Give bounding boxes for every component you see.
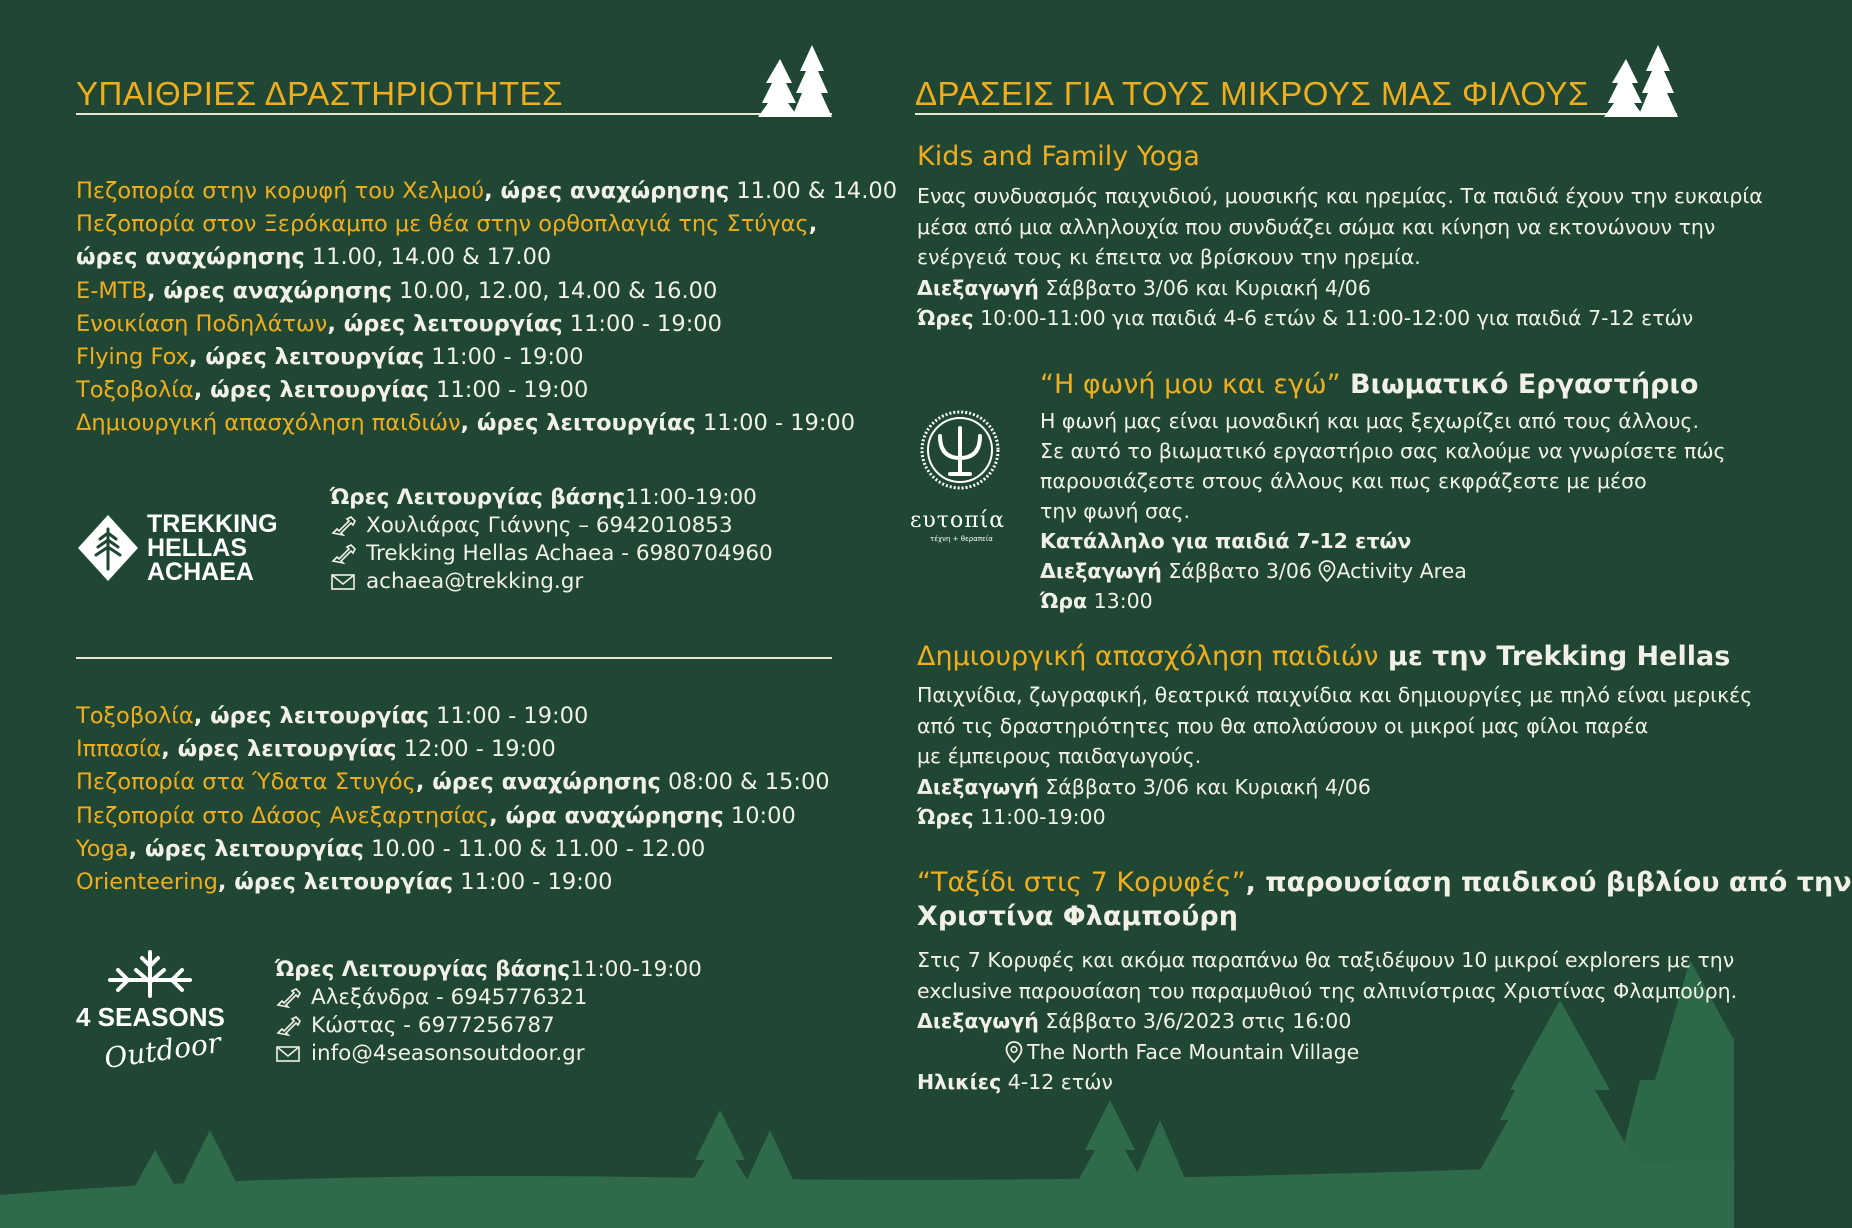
snowflake-logo-icon <box>100 948 200 1000</box>
trekking-hellas-logo-text: TREKKING HELLAS ACHAEA <box>147 510 278 586</box>
voice-workshop-description: Η φωνή μας είναι μοναδική και μας ξεχωρίζει από τους άλλους. Σε αυτό το βιωματικό εργαστήριο σας καλούμε να γνωρίσετε πώς παρουσιάζεστε στους άλλους και πως εκφράζεστε με μέσο την φωνή σας. Κατάλληλο για παιδιά 7-12 ετών Διεξαγωγή Σάββατο 3/06 Activity Area Ώρα 13:00 <box>1040 409 1726 613</box>
voice-workshop-title: “Η φωνή μου και εγώ” Βιωματικό Εργαστήριο <box>1040 369 1699 400</box>
trekking-hellas-logo-icon <box>76 513 140 583</box>
phone-icon <box>275 988 301 1008</box>
tree-icon <box>1604 45 1680 117</box>
left-heading: ΥΠΑΙΘΡΙΕΣ ΔΡΑΣΤΗΡΙΟΤΗΤΕΣ <box>76 75 564 112</box>
four-seasons-logo-script: Outdoor <box>102 1026 223 1075</box>
location-pin-icon <box>1005 1041 1023 1063</box>
four-seasons-contact: Ώρες Λειτουργίας βάσης 11:00-19:00 Αλεξάνδρα - 6945776321 Κώστας - 6977256787 info@4seasonsoutdoor.gr <box>275 957 702 1066</box>
list-item: Τοξοβολία, ώρες λειτουργίας 11:00 - 19:00 <box>76 703 589 729</box>
tree-icon <box>758 45 834 117</box>
list-item: E-MTB, ώρες αναχώρησης 10.00, 12.00, 14.00 & 16.00 <box>76 277 718 304</box>
phone-icon <box>330 516 356 536</box>
trekking-contact: Ώρες Λειτουργίας βάσης 11:00-19:00 Χουλιάρας Γιάννης – 6942010853 Trekking Hellas Achaea - 6980704960 achaea@trekking.gr <box>330 485 773 594</box>
list-item: Orienteering, ώρες λειτουργίας 11:00 - 19:00 <box>76 869 613 896</box>
location-pin-icon <box>1318 560 1336 582</box>
list-item: Πεζοπορία στον Ξερόκαμπο με θέα στην ορθοπλαγιά της Στύγας, <box>76 211 818 238</box>
outdoor-activities-list-1 <box>76 175 897 441</box>
left-heading-underline <box>76 113 832 115</box>
book-presentation-title: “Ταξίδι στις 7 Κορυφές”, παρουσίαση παιδικού βιβλίου από την Χριστίνα Φλαμπούρη <box>917 867 1852 932</box>
email-icon <box>330 572 356 592</box>
list-item: Πεζοπορία στο Δάσος Ανεξαρτησίας, ώρα αναχώρησης 10:00 <box>76 802 796 829</box>
kids-yoga-description: Ενας συνδυασμός παιχνιδιού, μουσικής και ηρεμίας. Τα παιδιά έχουν την ευκαιρία μέσα από μια αλληλουχία που συνδυάζει σώμα και κίνηση να εκτονώνουν την ενέργειά τους κι έπειτα να βρίσκουν την ηρεμία. Διεξαγωγή Σάββατο 3/06 και Κυριακή 4/06 Ώρες 10:00-11:00 για παιδιά 4-6 ετών & 11:00-12:00 για παιδιά 7-12 ετών <box>917 184 1763 330</box>
eutopia-logo-subtitle: τέχνη + θεραπεία <box>930 535 993 543</box>
list-item: Yoga, ώρες λειτουργίας 10.00 - 11.00 & 11.00 - 12.00 <box>76 835 706 862</box>
left-divider <box>76 657 832 659</box>
creative-activity-description: Παιχνίδια, ζωγραφική, θεατρικά παιχνίδια και δημιουργίες με πηλό είναι μερικές από τις δραστηριότητες που θα απολαύσουν οι μικροί μας φίλοι παρέα με έμπειρους παιδαγωγούς. Διεξαγωγή Σάββατο 3/06 και Κυριακή 4/06 Ώρες 11:00-19:00 <box>917 683 1753 829</box>
eutopia-logo-name: ευτοπία <box>910 508 1006 533</box>
list-item: Flying Fox, ώρες λειτουργίας 11:00 - 19:00 <box>76 344 584 371</box>
list-item: Πεζοπορία στην κορυφή του Χελμού, ώρες αναχώρησης 11.00 & 14.00 <box>76 178 898 204</box>
book-presentation-description: Στις 7 Κορυφές και ακόμα παραπάνω θα ταξιδέψουν 10 μικροί explorers με την exclusive παρουσίαση του παραμυθιού της αλπινίστριας Χριστίνας Φλαμπούρη. Διεξαγωγή Σάββατο 3/6/2023 στις 16:00 The North Face Mountain Village Ηλικίες 4-12 ετών <box>917 948 1738 1094</box>
eutopia-logo-icon <box>918 408 1002 506</box>
list-item: Δημιουργική απασχόληση παιδιών, ώρες λειτουργίας 11:00 - 19:00 <box>76 410 856 437</box>
email-icon <box>275 1044 301 1064</box>
list-item: Τοξοβολία, ώρες λειτουργίας 11:00 - 19:00 <box>76 377 589 404</box>
outdoor-activities-list-2 <box>76 700 830 899</box>
kids-yoga-title: Kids and Family Yoga <box>917 141 1200 172</box>
list-item: Ιππασία, ώρες λειτουργίας 12:00 - 19:00 <box>76 736 556 763</box>
right-heading: ΔΡΑΣΕΙΣ ΓΙΑ ΤΟΥΣ ΜΙΚΡΟΥΣ ΜΑΣ ΦΙΛΟΥΣ <box>915 75 1589 112</box>
phone-icon <box>330 544 356 564</box>
four-seasons-logo-text: 4 SEASONS <box>76 1002 225 1032</box>
phone-icon <box>275 1016 301 1036</box>
right-heading-underline <box>915 113 1677 115</box>
list-item: Πεζοπορία στα Ύδατα Στυγός, ώρες αναχώρησης 08:00 & 15:00 <box>76 769 830 796</box>
list-item: Ενοικίαση Ποδηλάτων, ώρες λειτουργίας 11:00 - 19:00 <box>76 310 722 337</box>
creative-activity-title: Δημιουργική απασχόληση παιδιών με την Trekking Hellas <box>917 641 1731 672</box>
list-item: ώρες αναχώρησης 11.00, 14.00 & 17.00 <box>76 244 552 271</box>
